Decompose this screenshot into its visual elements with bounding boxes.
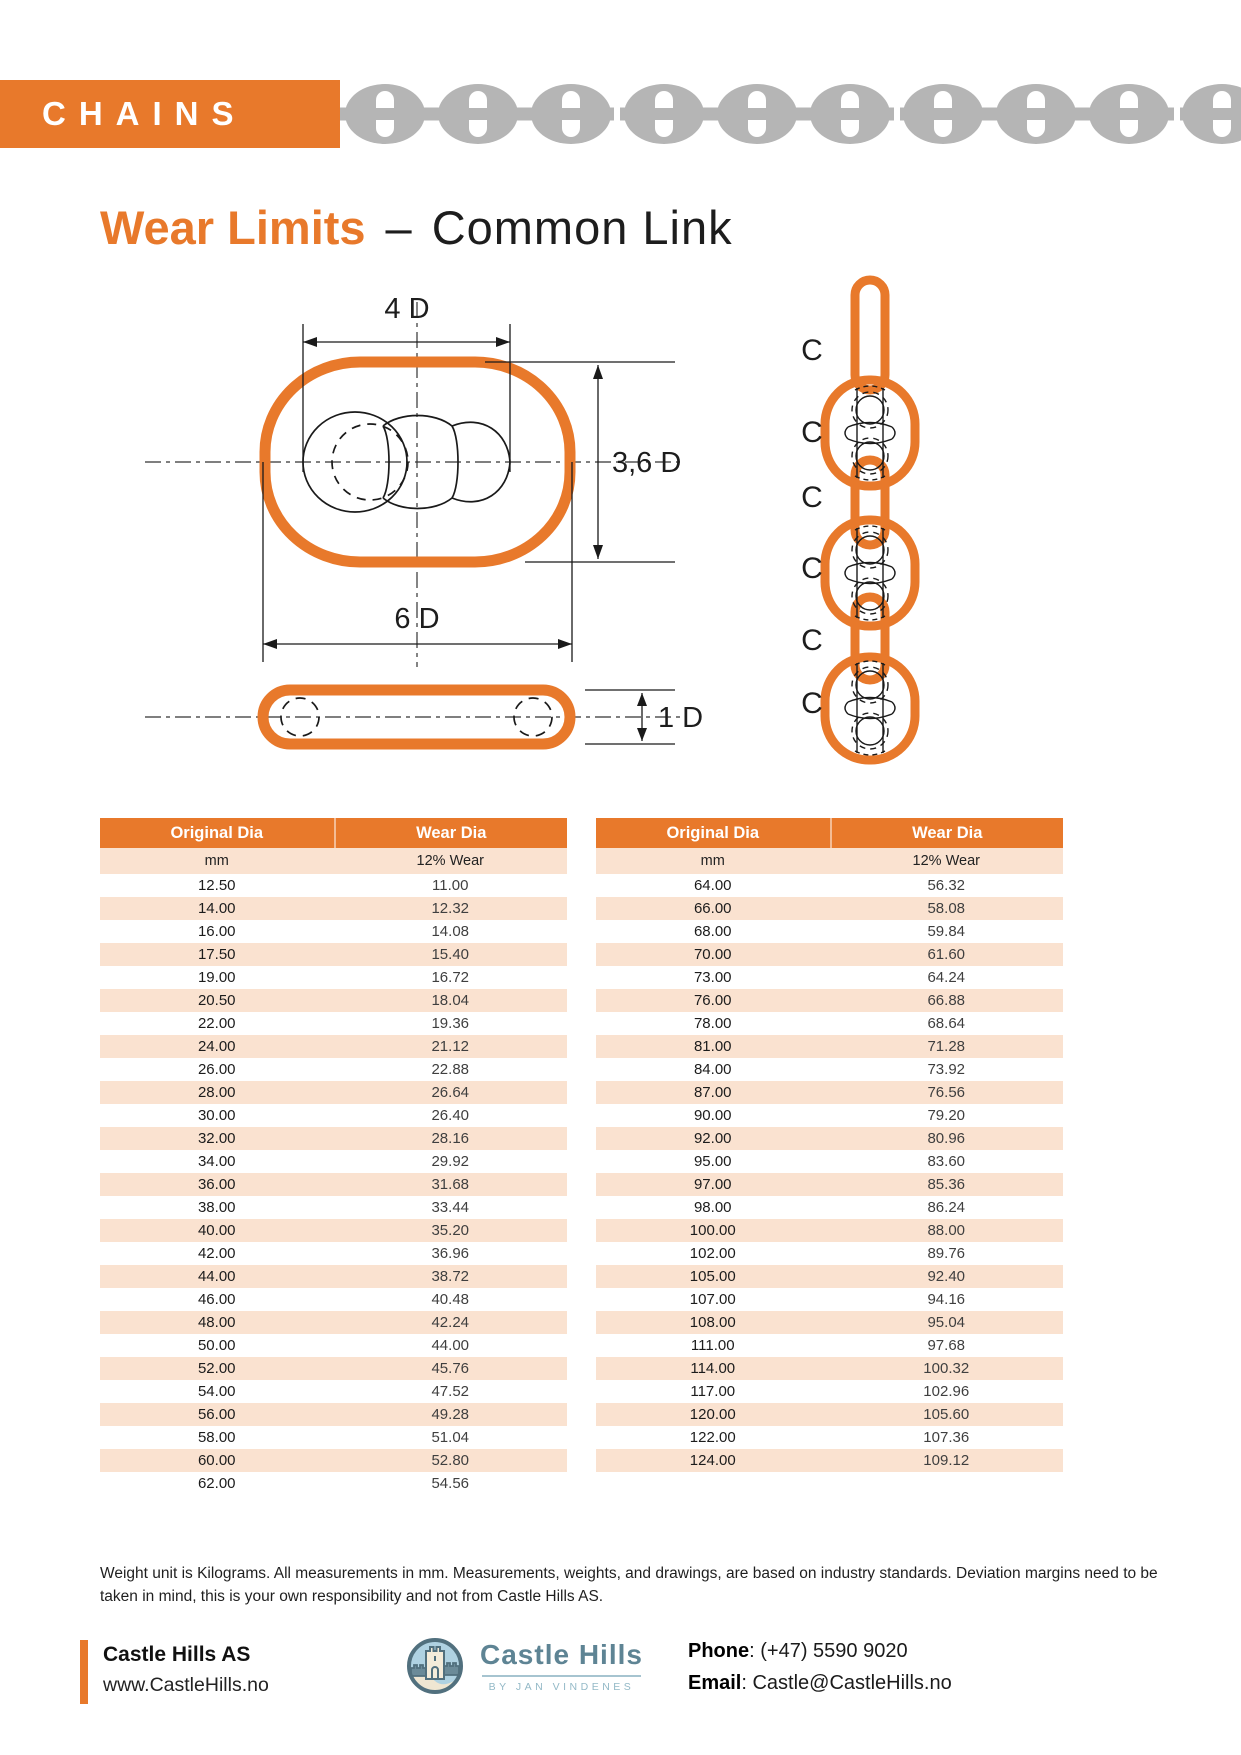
original-dia-cell: 58.00	[100, 1426, 334, 1449]
dim-label-1d: 1 D	[658, 702, 704, 734]
table-subheader-row	[100, 848, 567, 874]
wear-dia-cell: 95.04	[830, 1311, 1064, 1334]
castle-badge-icon	[405, 1636, 465, 1696]
footer-phone-line	[688, 1640, 952, 1663]
original-dia-cell: 78.00	[596, 1012, 830, 1035]
original-dia-cell: 97.00	[596, 1173, 830, 1196]
c-label-4: C	[801, 552, 823, 585]
table-row	[596, 1173, 1063, 1196]
wear-dia-cell: 14.08	[334, 920, 568, 943]
original-dia-cell: 92.00	[596, 1127, 830, 1150]
table-row	[100, 1058, 567, 1081]
footer-accent-bar	[80, 1640, 88, 1704]
original-dia-cell: 73.00	[596, 966, 830, 989]
wear-dia-cell: 31.68	[334, 1173, 568, 1196]
column-header: Wear Dia	[334, 818, 568, 848]
table-row	[100, 1150, 567, 1173]
wear-table-left	[100, 818, 567, 1495]
dim-label-4d: 4 D	[384, 293, 430, 325]
phone-value: : (+47) 5590 9020	[749, 1640, 908, 1662]
logo-wordmark: Castle Hills	[480, 1639, 643, 1670]
table-row	[596, 1127, 1063, 1150]
original-dia-cell: 34.00	[100, 1150, 334, 1173]
original-dia-cell: 38.00	[100, 1196, 334, 1219]
wear-dia-cell: 102.96	[830, 1380, 1064, 1403]
column-subheader: mm	[596, 848, 830, 874]
table-row	[100, 1035, 567, 1058]
link-dimension-diagram	[130, 272, 730, 812]
original-dia-cell: 76.00	[596, 989, 830, 1012]
original-dia-cell: 32.00	[100, 1127, 334, 1150]
wear-dia-cell: 18.04	[334, 989, 568, 1012]
wear-dia-cell: 51.04	[334, 1426, 568, 1449]
original-dia-cell: 70.00	[596, 943, 830, 966]
wear-dia-cell: 64.24	[830, 966, 1064, 989]
footer-contact-block	[688, 1640, 952, 1704]
table-row	[100, 966, 567, 989]
table-row	[596, 1058, 1063, 1081]
dim-label-36d: 3,6 D	[612, 447, 682, 479]
table-row	[100, 1380, 567, 1403]
wear-dia-cell: 76.56	[830, 1081, 1064, 1104]
wear-table-right	[596, 818, 1063, 1472]
table-row	[100, 1196, 567, 1219]
table-row	[596, 966, 1063, 989]
wear-dia-cell: 83.60	[830, 1150, 1064, 1173]
table-row	[596, 1035, 1063, 1058]
wear-dia-cell: 26.64	[334, 1081, 568, 1104]
table-row	[596, 1150, 1063, 1173]
original-dia-cell: 30.00	[100, 1104, 334, 1127]
wear-dia-cell: 59.84	[830, 920, 1064, 943]
column-subheader: 12% Wear	[334, 848, 568, 874]
table-row	[100, 989, 567, 1012]
c-label-5: C	[801, 624, 823, 657]
original-dia-cell: 17.50	[100, 943, 334, 966]
wear-dia-cell: 88.00	[830, 1219, 1064, 1242]
original-dia-cell: 26.00	[100, 1058, 334, 1081]
column-subheader: mm	[100, 848, 334, 874]
dim-label-6d: 6 D	[394, 603, 440, 635]
table-row	[100, 943, 567, 966]
table-row	[100, 1219, 567, 1242]
table-row	[100, 1012, 567, 1035]
original-dia-cell: 108.00	[596, 1311, 830, 1334]
wear-dia-cell: 36.96	[334, 1242, 568, 1265]
footer-company-name: Castle Hills AS	[103, 1643, 251, 1666]
table-row	[596, 920, 1063, 943]
table-row	[100, 1104, 567, 1127]
table-row	[596, 1265, 1063, 1288]
wear-dia-cell: 11.00	[334, 874, 568, 897]
table-row	[596, 874, 1063, 897]
page-title-rest: Common Link	[431, 201, 733, 254]
original-dia-cell: 102.00	[596, 1242, 830, 1265]
table-row	[100, 897, 567, 920]
wear-dia-cell: 61.60	[830, 943, 1064, 966]
column-subheader: 12% Wear	[830, 848, 1064, 874]
logo-tagline: BY JAN VINDENES	[488, 1681, 635, 1693]
table-row	[100, 1426, 567, 1449]
wear-dia-cell: 19.36	[334, 1012, 568, 1035]
original-dia-cell: 20.50	[100, 989, 334, 1012]
table-row	[100, 1127, 567, 1150]
wear-dia-cell: 89.76	[830, 1242, 1064, 1265]
table-row	[596, 1403, 1063, 1426]
original-dia-cell: 98.00	[596, 1196, 830, 1219]
wear-dia-cell: 54.56	[334, 1472, 568, 1495]
wear-dia-cell: 97.68	[830, 1334, 1064, 1357]
table-row	[596, 1311, 1063, 1334]
wear-dia-cell: 73.92	[830, 1058, 1064, 1081]
wear-dia-cell: 107.36	[830, 1426, 1064, 1449]
wear-dia-cell: 35.20	[334, 1219, 568, 1242]
original-dia-cell: 28.00	[100, 1081, 334, 1104]
table-row	[100, 1173, 567, 1196]
wear-dia-cell: 26.40	[334, 1104, 568, 1127]
table-row	[100, 1472, 567, 1495]
wear-dia-cell: 86.24	[830, 1196, 1064, 1219]
table-row	[596, 1242, 1063, 1265]
wear-dia-cell: 80.96	[830, 1127, 1064, 1150]
wear-dia-cell: 45.76	[334, 1357, 568, 1380]
c-label-1: C	[801, 334, 823, 367]
original-dia-cell: 40.00	[100, 1219, 334, 1242]
table-row	[100, 1334, 567, 1357]
wear-dia-cell: 52.80	[334, 1449, 568, 1472]
table-row	[596, 1357, 1063, 1380]
wear-dia-cell: 22.88	[334, 1058, 568, 1081]
table-row	[596, 1380, 1063, 1403]
table-row	[596, 1081, 1063, 1104]
original-dia-cell: 107.00	[596, 1288, 830, 1311]
c-label-2: C	[801, 416, 823, 449]
original-dia-cell: 117.00	[596, 1380, 830, 1403]
c-label-3: C	[801, 481, 823, 514]
original-dia-cell: 111.00	[596, 1334, 830, 1357]
table-row	[100, 1265, 567, 1288]
original-dia-cell: 105.00	[596, 1265, 830, 1288]
wear-dia-cell: 12.32	[334, 897, 568, 920]
table-row	[596, 897, 1063, 920]
wear-dia-cell: 29.92	[334, 1150, 568, 1173]
wear-dia-cell: 100.32	[830, 1357, 1064, 1380]
table-row	[100, 1357, 567, 1380]
table-row	[596, 1288, 1063, 1311]
wear-dia-cell: 44.00	[334, 1334, 568, 1357]
wear-dia-cell: 16.72	[334, 966, 568, 989]
original-dia-cell: 46.00	[100, 1288, 334, 1311]
table-row	[596, 989, 1063, 1012]
table-row	[100, 1403, 567, 1426]
original-dia-cell: 124.00	[596, 1449, 830, 1472]
original-dia-cell: 56.00	[100, 1403, 334, 1426]
original-dia-cell: 12.50	[100, 874, 334, 897]
table-row	[100, 874, 567, 897]
wear-dia-cell: 42.24	[334, 1311, 568, 1334]
wear-dia-cell: 109.12	[830, 1449, 1064, 1472]
page-footer	[0, 1636, 1241, 1726]
original-dia-cell: 84.00	[596, 1058, 830, 1081]
original-dia-cell: 62.00	[100, 1472, 334, 1495]
original-dia-cell: 44.00	[100, 1265, 334, 1288]
wear-dia-cell: 92.40	[830, 1265, 1064, 1288]
table-row	[596, 1196, 1063, 1219]
page-title	[100, 200, 733, 255]
wear-dia-cell: 40.48	[334, 1288, 568, 1311]
phone-label: Phone	[688, 1640, 750, 1662]
table-row	[596, 943, 1063, 966]
c-label-6: C	[801, 687, 823, 720]
original-dia-cell: 120.00	[596, 1403, 830, 1426]
table-row	[596, 1449, 1063, 1472]
table-header-row	[596, 818, 1063, 848]
table-row	[100, 1242, 567, 1265]
original-dia-cell: 60.00	[100, 1449, 334, 1472]
page-title-dash: –	[385, 201, 412, 254]
footer-website-link[interactable]: www.CastleHills.no	[103, 1674, 269, 1696]
chains-banner	[0, 80, 340, 148]
table-subheader-row	[596, 848, 1063, 874]
original-dia-cell: 95.00	[596, 1150, 830, 1173]
wear-dia-cell: 58.08	[830, 897, 1064, 920]
original-dia-cell: 14.00	[100, 897, 334, 920]
table-row	[596, 1334, 1063, 1357]
original-dia-cell: 16.00	[100, 920, 334, 943]
original-dia-cell: 122.00	[596, 1426, 830, 1449]
wear-dia-cell: 105.60	[830, 1403, 1064, 1426]
wear-tables	[100, 818, 1141, 1495]
table-row	[100, 1288, 567, 1311]
wear-dia-cell: 66.88	[830, 989, 1064, 1012]
chains-banner-label: CHAINS	[42, 95, 247, 132]
original-dia-cell: 52.00	[100, 1357, 334, 1380]
wear-dia-cell: 68.64	[830, 1012, 1064, 1035]
footer-email-line	[688, 1672, 952, 1695]
table-row	[100, 1449, 567, 1472]
table-row	[596, 1104, 1063, 1127]
table-row	[596, 1012, 1063, 1035]
logo-rule	[482, 1675, 641, 1677]
original-dia-cell: 22.00	[100, 1012, 334, 1035]
wear-dia-cell: 56.32	[830, 874, 1064, 897]
original-dia-cell: 90.00	[596, 1104, 830, 1127]
table-row	[100, 920, 567, 943]
wear-dia-cell: 85.36	[830, 1173, 1064, 1196]
wear-dia-cell: 15.40	[334, 943, 568, 966]
wear-dia-cell: 94.16	[830, 1288, 1064, 1311]
original-dia-cell: 100.00	[596, 1219, 830, 1242]
column-header: Original Dia	[100, 818, 334, 848]
wear-dia-cell: 38.72	[334, 1265, 568, 1288]
original-dia-cell: 48.00	[100, 1311, 334, 1334]
email-value[interactable]: : Castle@CastleHills.no	[741, 1672, 952, 1694]
column-header: Original Dia	[596, 818, 830, 848]
table-header-row	[100, 818, 567, 848]
table-row	[100, 1311, 567, 1334]
original-dia-cell: 68.00	[596, 920, 830, 943]
original-dia-cell: 87.00	[596, 1081, 830, 1104]
table-row	[596, 1219, 1063, 1242]
original-dia-cell: 66.00	[596, 897, 830, 920]
original-dia-cell: 54.00	[100, 1380, 334, 1403]
original-dia-cell: 42.00	[100, 1242, 334, 1265]
footer-logo	[405, 1636, 643, 1696]
wear-dia-cell: 71.28	[830, 1035, 1064, 1058]
column-header: Wear Dia	[830, 818, 1064, 848]
table-row	[100, 1081, 567, 1104]
wear-dia-cell: 49.28	[334, 1403, 568, 1426]
table-row	[596, 1426, 1063, 1449]
original-dia-cell: 24.00	[100, 1035, 334, 1058]
wear-dia-cell: 33.44	[334, 1196, 568, 1219]
original-dia-cell: 81.00	[596, 1035, 830, 1058]
page-title-highlight: Wear Limits	[100, 201, 366, 254]
wear-dia-cell: 21.12	[334, 1035, 568, 1058]
chain-orientation-diagram	[760, 272, 1000, 772]
original-dia-cell: 36.00	[100, 1173, 334, 1196]
email-label: Email	[688, 1672, 742, 1694]
wear-dia-cell: 28.16	[334, 1127, 568, 1150]
original-dia-cell: 114.00	[596, 1357, 830, 1380]
original-dia-cell: 50.00	[100, 1334, 334, 1357]
original-dia-cell: 64.00	[596, 874, 830, 897]
wear-dia-cell: 79.20	[830, 1104, 1064, 1127]
chain-graphic-icon	[340, 82, 1241, 146]
footer-company-block	[80, 1640, 269, 1704]
original-dia-cell: 19.00	[100, 966, 334, 989]
disclaimer-text: Weight unit is Kilograms. All measurements in mm. Measurements, weights, and drawings, are based on industry standards. Deviation margins need to be taken in mind, this is your own responsibility and not from Castle Hills AS.	[100, 1565, 1158, 1606]
wear-dia-cell: 47.52	[334, 1380, 568, 1403]
